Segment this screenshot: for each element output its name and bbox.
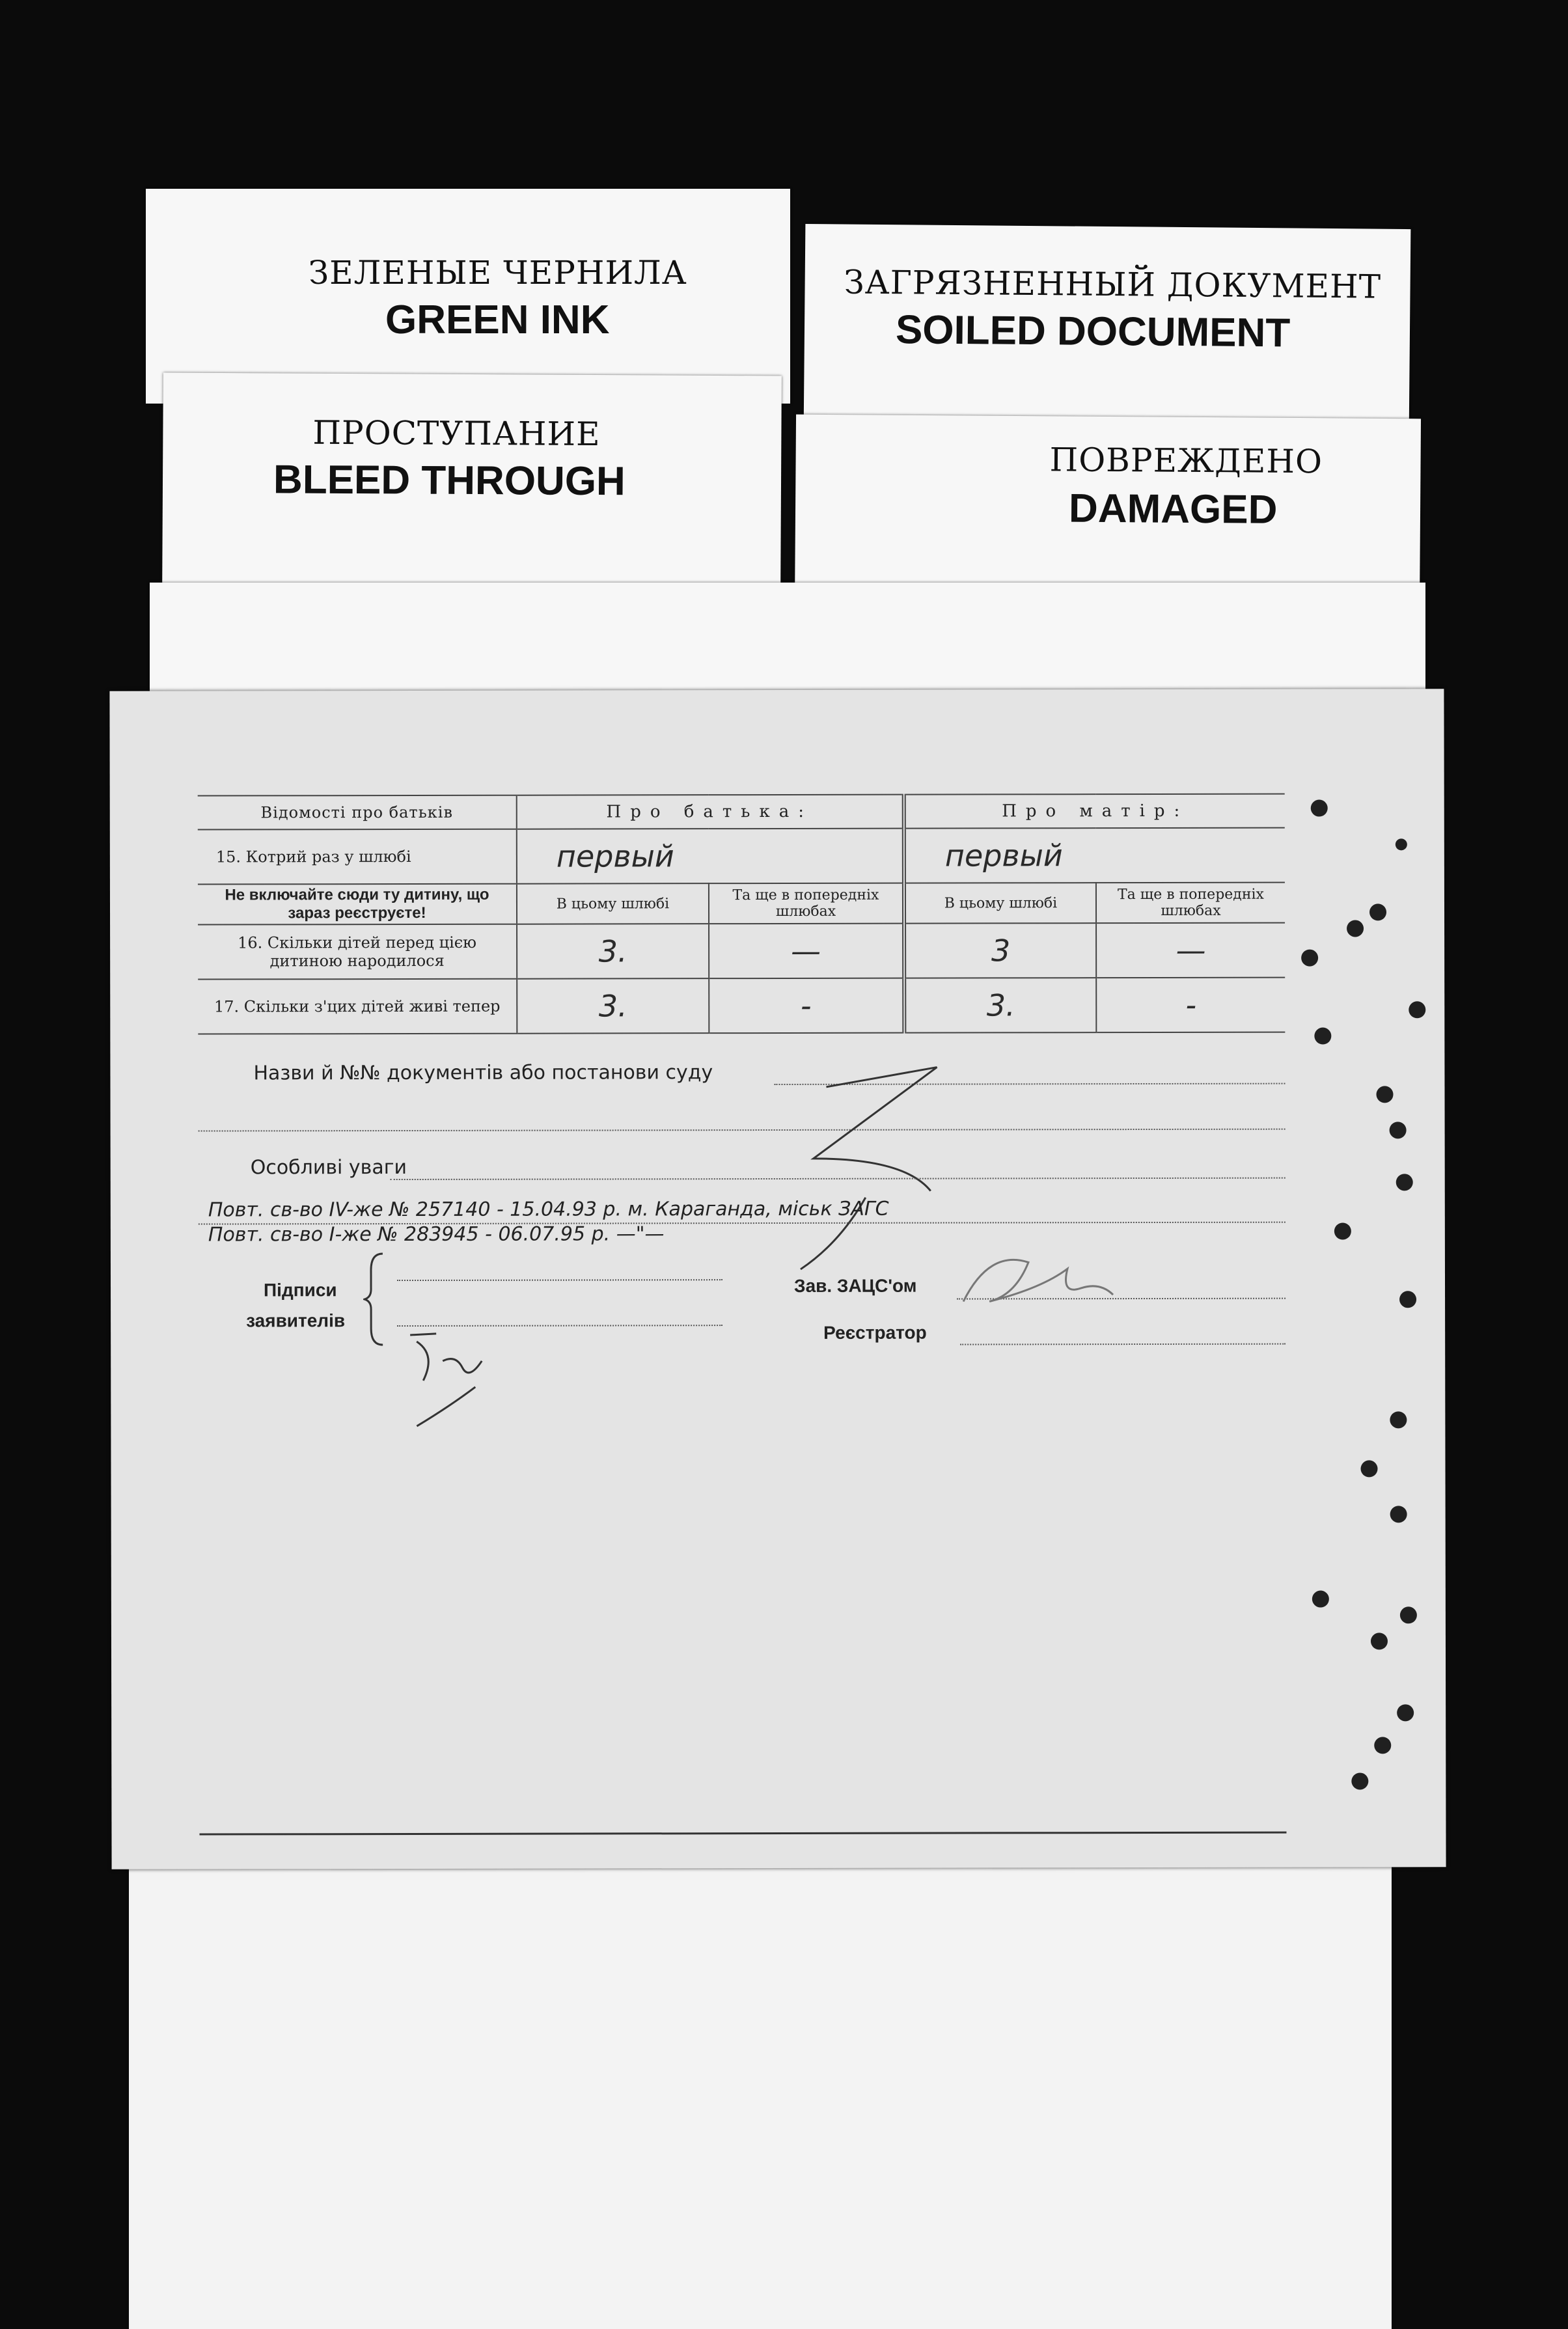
punch-hole [1374, 1737, 1391, 1754]
punch-hole [1369, 903, 1386, 920]
signature-dotline-1 [397, 1279, 722, 1281]
row16-mother-this: 3 [904, 923, 1096, 978]
soiled-ru: ЗАГРЯЗНЕННЫЙ ДОКУМЕНТ [844, 263, 1382, 306]
subheader-this-marriage-father: В цьому шлюбі [517, 883, 709, 924]
punch-hole [1301, 950, 1318, 967]
table-row [198, 923, 1285, 980]
punch-hole [1400, 1606, 1417, 1623]
signature-brace [363, 1250, 389, 1348]
register-form-page [109, 689, 1446, 1869]
table-header-row [198, 794, 1285, 830]
punch-hole [1347, 920, 1364, 937]
remarks-label: Особливі уваги [250, 1155, 407, 1179]
punch-hole [1396, 838, 1407, 850]
punch-hole [1390, 1411, 1407, 1428]
signatures-label-1: Підписи [264, 1280, 337, 1301]
damaged-ru: ПОВРЕЖДЕНО [1049, 441, 1323, 481]
green-ink-en: GREEN INK [385, 297, 610, 342]
parents-table-wrap [198, 793, 1286, 1035]
row16-father-prev: — [709, 924, 904, 979]
subheader-this-marriage-mother: В цьому шлюбі [904, 883, 1096, 924]
row17-father-prev: - [709, 978, 904, 1034]
row15-mother-value: первый [904, 828, 1285, 883]
registrar-dotline [960, 1344, 1286, 1345]
head-label: Зав. ЗАЦС'ом [793, 1275, 917, 1296]
table-subheader-row [198, 883, 1285, 925]
punch-hole [1312, 1591, 1329, 1608]
row15-father-value: первый [517, 829, 904, 884]
punch-hole [1376, 1086, 1393, 1103]
green-ink-ru: ЗЕЛЕНЫЕ ЧЕРНИЛА [309, 254, 687, 292]
soiled-en: SOILED DOCUMENT [895, 307, 1291, 356]
header-mother: Про матір: [904, 794, 1285, 829]
punch-hole [1351, 1772, 1368, 1789]
punch-hole [1311, 800, 1328, 817]
remark-line-1: Повт. св-во IV-же № 257140 - 15.04.93 р. м. Караганда, міськ ЗАГС [208, 1197, 889, 1222]
registrar-label: Реєстратор [823, 1322, 927, 1343]
row16-label: 16. Скільки дітей перед цією дитиною народилося [198, 924, 517, 980]
row16-mother-prev: — [1096, 923, 1285, 978]
row17-mother-this: 3. [904, 978, 1096, 1033]
punch-hole [1390, 1122, 1407, 1138]
row17-father-this: 3. [517, 978, 709, 1034]
signatures-label-2: заявителів [246, 1310, 346, 1331]
subheader-note: Не включайте сюди ту дитину, що зараз реєструєте! [198, 884, 517, 925]
remark-line-2: Повт. св-во I-же № 283945 - 06.07.95 р. —"— [208, 1222, 665, 1247]
parents-table [198, 793, 1286, 1035]
subheader-prev-marriages-mother: Та ще в попередніх шлюбах [1096, 883, 1285, 924]
bleed-through-card [162, 373, 782, 598]
punch-hole [1314, 1028, 1331, 1045]
documents-label: Назви й №№ документів або постанови суду [253, 1061, 713, 1085]
bleed-ru: ПРОСТУПАНИЕ [312, 413, 601, 454]
green-ink-card [146, 189, 790, 404]
row17-mother-prev: - [1096, 978, 1285, 1033]
punch-hole [1334, 1222, 1351, 1239]
row15-label: 15. Котрий раз у шлюбі [198, 829, 517, 885]
punch-hole [1390, 1506, 1407, 1523]
bleed-en: BLEED THROUGH [273, 457, 626, 504]
applicant-signature [397, 1316, 527, 1433]
punch-hole [1409, 1001, 1425, 1018]
bottom-rule [199, 1832, 1286, 1836]
soiled-document-card [804, 224, 1411, 437]
punch-hole [1371, 1633, 1388, 1649]
blank-card [150, 583, 1425, 700]
punch-hole [1397, 1704, 1414, 1721]
damaged-en: DAMAGED [1068, 486, 1278, 532]
punch-hole [1396, 1174, 1413, 1191]
table-row [198, 978, 1285, 1034]
table-row [198, 828, 1285, 885]
row16-father-this: 3. [517, 924, 709, 979]
subheader-prev-marriages-father: Та ще в попередніх шлюбах [709, 883, 904, 924]
head-signature [950, 1236, 1120, 1321]
backing-sheet [129, 1823, 1392, 2329]
header-parents-info: Відомості про батьків [198, 795, 517, 830]
punch-hole [1360, 1460, 1377, 1477]
punch-hole [1399, 1291, 1416, 1308]
row17-label: 17. Скільки з'цих дітей живі тепер [198, 979, 517, 1034]
header-father: Про батька: [517, 795, 904, 829]
